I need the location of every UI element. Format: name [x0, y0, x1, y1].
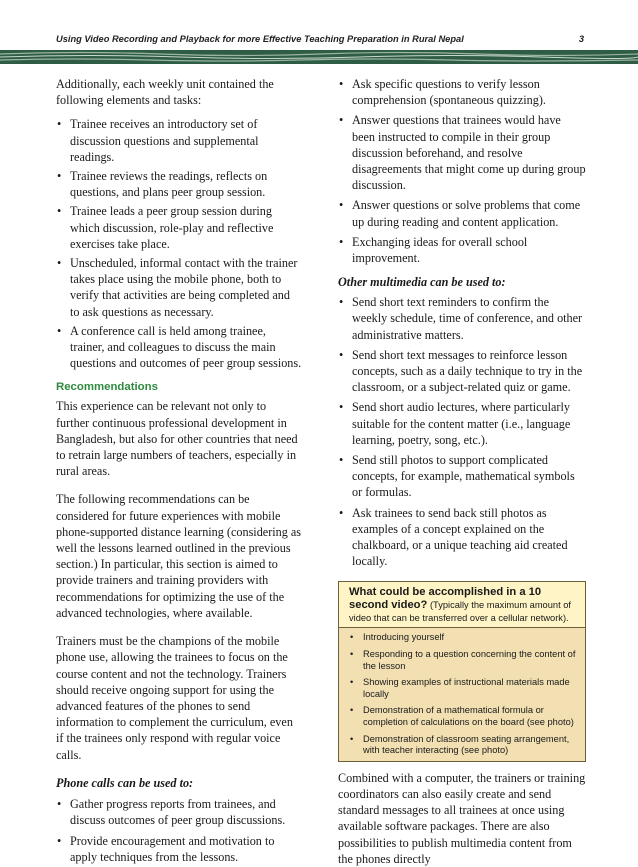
multimedia-list	[338, 294, 586, 569]
page-header	[56, 34, 584, 48]
list-item: • Exchanging ideas for overall school improvement.	[339, 234, 528, 266]
bullet-icon: •	[350, 677, 354, 688]
bullet-icon: •	[57, 169, 62, 184]
list-item: • Demonstration of classroom seating arrangement, with teacher interacting (see photo)	[350, 733, 570, 756]
list-item: • Responding to a question concerning the content of the lesson	[350, 649, 576, 671]
list-item: • Trainee receives an introductory set of discussion questions and supplemental readings.	[57, 117, 259, 164]
phone-calls-list-continued	[338, 76, 586, 266]
recommendations-heading: Recommendations	[56, 381, 158, 394]
bullet-icon: •	[350, 649, 354, 660]
list-item: • Introducing yourself	[350, 632, 445, 643]
running-title: Using Video Recording and Playback for more Effective Teaching Preparation in Rural Nepal	[56, 34, 464, 44]
right-column	[338, 76, 586, 867]
phone-calls-list	[56, 796, 302, 866]
list-item: • Send short text messages to reinforce lesson concepts, such as a daily technique to try in the classroom, or a subject-related quiz or game.	[339, 347, 583, 395]
bullet-icon: •	[339, 505, 344, 520]
list-item: • Showing examples of instructional materials made locally	[350, 677, 570, 699]
bullet-icon: •	[339, 295, 344, 310]
page-number: 3	[578, 34, 584, 44]
bullet-icon: •	[350, 705, 354, 716]
list-item: • Send still photos to support complicated concepts, for example, mathematical symbols or formulas.	[339, 453, 575, 500]
bullet-icon: •	[57, 834, 62, 849]
box-header	[339, 582, 585, 628]
list-item: • Ask trainees to send back still photos as examples of a concept explained on the chalkboard, or a unique teaching aid created locally.	[339, 505, 568, 569]
bullet-icon: •	[57, 796, 62, 811]
list-item: • Trainee leads a peer group session during which discussion, role-play and reflective exercises take place.	[57, 204, 274, 251]
list-item: • Trainee reviews the readings, reflects on questions, and plans peer group session.	[57, 169, 268, 200]
body-paragraph: The following recommendations can be considered for future experiences with mobile phone-supported distance learning (considering as well the lessons learned outlined in the previous section.) In particular, this section is aimed to provide trainers and training providers with recommendations for optimizing the use of the advanced technologies, where available.	[56, 492, 302, 620]
bullet-icon: •	[339, 77, 344, 91]
list-item: • Answer questions that trainees would have been instructed to compile in their group discussion beforehand, and resolve disagreements that might come up during group discussion.	[339, 113, 586, 193]
list-item: • Provide encouragement and motivation to apply techniques from the lessons.	[57, 834, 275, 865]
box-note: (Typically the maximum amount of video that can be transferred over a cellular network).	[349, 600, 571, 624]
list-item: • Answer questions or solve problems that come up during reading and content application.	[339, 198, 581, 229]
list-item: • Demonstration of a mathematical formula or completion of calculations on the board (see photo)	[350, 705, 574, 728]
bullet-icon: •	[57, 204, 62, 219]
bullet-icon: •	[339, 113, 344, 128]
bullet-icon: •	[339, 198, 344, 213]
body-paragraph: This experience can be relevant not only to further continuous professional development in Bangladesh, but also for other countries that need to retrain large numbers of teachers, especially in rural areas.	[56, 399, 298, 479]
bullet-icon: •	[350, 632, 354, 643]
box-list	[339, 628, 585, 760]
multimedia-heading: Other multimedia can be used to:	[338, 275, 506, 290]
list-item: • Unscheduled, informal contact with the trainer takes place using the mobile phone, both to verify that activities are being completed and to ask questions as necessary.	[57, 256, 298, 319]
bullet-icon: •	[339, 453, 344, 468]
list-item: • A conference call is held among trainee, trainer, and colleagues to discuss the main questions and outcomes of peer group sessions.	[57, 323, 302, 371]
list-item: • Ask specific questions to verify lesson comprehension (spontaneous quizzing).	[339, 77, 546, 108]
video-ideas-sidebar-box	[338, 581, 586, 761]
left-column	[56, 76, 302, 866]
weekly-tasks-list	[56, 116, 302, 371]
bullet-icon: •	[57, 117, 62, 132]
body-paragraph: Trainers must be the champions of the mobile phone use, allowing the trainees to focus on the course content and not the technology. Trainers should receive ongoing support for using the advanced features of the phones to send information to complement the curriculum, even if the trainees only respond with regular voice calls.	[56, 634, 293, 762]
list-item: • Send short text reminders to confirm the weekly schedule, time of conference, and other administrative matters.	[339, 295, 583, 342]
phone-calls-heading: Phone calls can be used to:	[56, 775, 194, 790]
list-item: • Gather progress reports from trainees, and discuss outcomes of peer group discussions.	[57, 796, 286, 827]
bullet-icon: •	[350, 733, 354, 744]
box-question: What could be accomplished in a 10 second video?	[349, 586, 542, 612]
bullet-icon: •	[339, 400, 344, 415]
bullet-icon: •	[339, 347, 344, 362]
intro-paragraph: Additionally, each weekly unit contained the following elements and tasks:	[56, 77, 274, 108]
list-item: • Send short audio lectures, where particularly suitable for the content matter (i.e., language learning, poetry, song, etc.).	[339, 400, 571, 447]
closing-paragraph: Combined with a computer, the trainers or training coordinators can also easily create and send standard messages to all trainees at once using available software packages. There are also possibilities to publish multimedia content from the phones directly	[338, 770, 586, 866]
bullet-icon: •	[339, 234, 344, 249]
bullet-icon: •	[57, 323, 62, 338]
decorative-header-band	[0, 50, 638, 64]
bullet-icon: •	[57, 256, 62, 271]
